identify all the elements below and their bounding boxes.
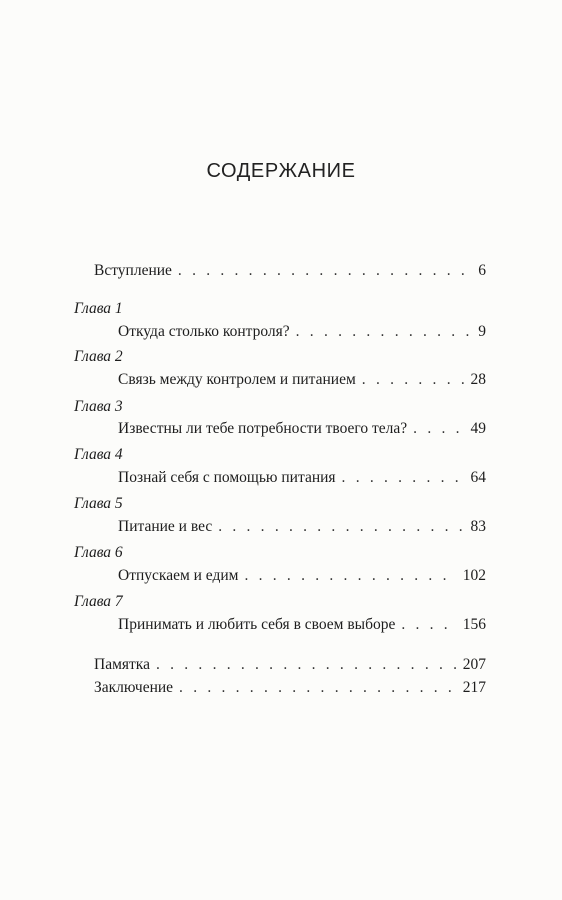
toc-entry-chapter-3[interactable]	[118, 420, 486, 438]
chapter-label: Глава 3	[74, 398, 123, 415]
dot-leader	[179, 679, 457, 697]
toc-entry-chapter-7[interactable]	[118, 616, 486, 634]
toc-page-number: 6	[478, 262, 486, 279]
chapter-label: Глава 2	[74, 348, 123, 365]
toc-page-number: 9	[478, 323, 486, 340]
toc-entry-chapter-5[interactable]	[118, 518, 486, 536]
toc-entry-text: Связь между контролем и питанием	[118, 371, 356, 388]
toc-page-number: 102	[462, 567, 486, 584]
dot-leader	[178, 262, 472, 280]
dot-leader	[218, 518, 464, 536]
toc-entry-text: Отпускаем и едим	[118, 567, 239, 584]
toc-entry-text: Памятка	[94, 656, 150, 673]
chapter-label: Глава 1	[74, 300, 123, 317]
toc-entry-text: Заключение	[94, 679, 174, 696]
toc-entry-chapter-1[interactable]	[118, 323, 486, 341]
chapter-label: Глава 4	[74, 446, 123, 463]
dot-leader	[342, 469, 465, 487]
toc-page-number: 83	[470, 518, 486, 535]
toc-entry-text: Известны ли тебе потребности твоего тела?	[118, 420, 408, 437]
toc-page-number: 217	[462, 679, 486, 696]
toc-page-number: 156	[462, 616, 486, 633]
toc-entry-chapter-4[interactable]	[118, 469, 486, 487]
toc-entry-text: Откуда столько контроля?	[118, 323, 290, 340]
toc-entry-chapter-2[interactable]	[118, 371, 486, 389]
toc-page-number: 207	[462, 656, 486, 673]
toc-entry-text: Питание и вес	[118, 518, 213, 535]
dot-leader	[362, 371, 465, 389]
dot-leader	[296, 323, 473, 341]
toc-entry-intro[interactable]	[94, 262, 486, 280]
toc-entry-text: Познай себя с помощью питания	[118, 469, 336, 486]
dot-leader	[413, 420, 464, 438]
page-title: СОДЕРЖАНИЕ	[206, 160, 356, 182]
toc-entry-chapter-6[interactable]	[118, 567, 486, 585]
toc-entry-text: Вступление	[94, 262, 172, 279]
dot-leader	[156, 656, 457, 674]
toc-page-number: 49	[470, 420, 486, 437]
toc-entry-text: Принимать и любить себя в своем выборе	[118, 616, 396, 633]
dot-leader	[401, 616, 456, 634]
toc-page-number: 28	[470, 371, 486, 388]
toc-page-number: 64	[470, 469, 486, 486]
toc-entry-memo[interactable]	[94, 656, 486, 674]
chapter-label: Глава 5	[74, 495, 123, 512]
toc-entry-conclusion[interactable]	[94, 679, 486, 697]
dot-leader	[244, 567, 456, 585]
chapter-label: Глава 6	[74, 544, 123, 561]
chapter-label: Глава 7	[74, 593, 123, 610]
